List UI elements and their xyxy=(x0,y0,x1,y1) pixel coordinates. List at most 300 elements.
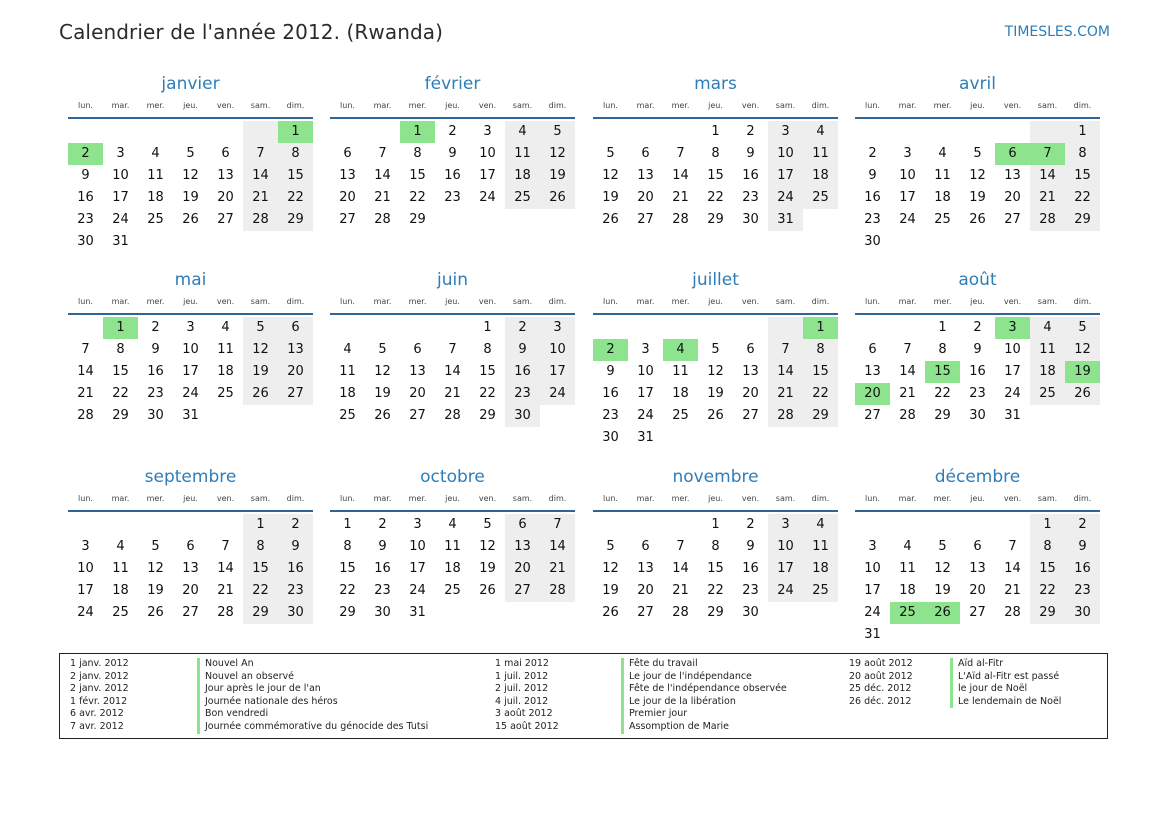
day-cell[interactable]: 16 xyxy=(742,561,759,576)
day-cell[interactable]: 24 xyxy=(899,212,916,227)
day-cell[interactable]: 7 xyxy=(1008,539,1017,554)
day-cell[interactable]: 22 xyxy=(707,190,724,205)
day-cell[interactable]: 23 xyxy=(742,583,759,598)
day-cell[interactable]: 13 xyxy=(182,561,199,576)
day-cell[interactable]: 29 xyxy=(243,602,278,624)
day-cell[interactable]: 21 xyxy=(899,386,916,401)
day-cell[interactable]: 12 xyxy=(602,168,619,183)
day-cell[interactable]: 6 xyxy=(221,146,230,161)
day-cell[interactable]: 11 xyxy=(505,143,540,165)
day-cell[interactable]: 19 xyxy=(934,583,951,598)
day-cell[interactable]: 15 xyxy=(707,561,724,576)
day-cell[interactable]: 14 xyxy=(672,168,689,183)
day-cell[interactable]: 13 xyxy=(742,364,759,379)
day-cell[interactable]: 31 xyxy=(182,408,199,423)
day-cell[interactable]: 29 xyxy=(479,408,496,423)
holiday-day-cell[interactable]: 1 xyxy=(278,121,313,143)
day-cell[interactable]: 18 xyxy=(217,364,234,379)
day-cell[interactable]: 7 xyxy=(676,146,685,161)
day-cell[interactable]: 15 xyxy=(1065,165,1100,187)
day-cell[interactable]: 14 xyxy=(768,361,803,383)
day-cell[interactable]: 14 xyxy=(1004,561,1021,576)
day-cell[interactable]: 29 xyxy=(1065,209,1100,231)
day-cell[interactable]: 12 xyxy=(479,539,496,554)
day-cell[interactable]: 18 xyxy=(803,165,838,187)
day-cell[interactable]: 15 xyxy=(112,364,129,379)
day-cell[interactable]: 30 xyxy=(77,234,94,249)
day-cell[interactable]: 24 xyxy=(768,580,803,602)
day-cell[interactable]: 7 xyxy=(768,339,803,361)
day-cell[interactable]: 30 xyxy=(742,605,759,620)
day-cell[interactable]: 28 xyxy=(672,212,689,227)
day-cell[interactable]: 9 xyxy=(606,364,615,379)
holiday-day-cell[interactable]: 20 xyxy=(855,383,890,405)
day-cell[interactable]: 18 xyxy=(505,165,540,187)
day-cell[interactable]: 23 xyxy=(602,408,619,423)
day-cell[interactable]: 8 xyxy=(243,536,278,558)
holiday-day-cell[interactable]: 26 xyxy=(925,602,960,624)
day-cell[interactable]: 8 xyxy=(1030,536,1065,558)
day-cell[interactable]: 28 xyxy=(540,580,575,602)
day-cell[interactable]: 23 xyxy=(1065,580,1100,602)
day-cell[interactable]: 18 xyxy=(339,386,356,401)
day-cell[interactable]: 25 xyxy=(803,580,838,602)
day-cell[interactable]: 21 xyxy=(672,190,689,205)
day-cell[interactable]: 5 xyxy=(378,342,387,357)
day-cell[interactable]: 7 xyxy=(243,143,278,165)
day-cell[interactable]: 6 xyxy=(641,539,650,554)
day-cell[interactable]: 12 xyxy=(374,364,391,379)
day-cell[interactable]: 20 xyxy=(182,583,199,598)
day-cell[interactable]: 17 xyxy=(899,190,916,205)
day-cell[interactable]: 22 xyxy=(934,386,951,401)
day-cell[interactable]: 22 xyxy=(479,386,496,401)
day-cell[interactable]: 18 xyxy=(147,190,164,205)
day-cell[interactable]: 9 xyxy=(278,536,313,558)
day-cell[interactable]: 12 xyxy=(182,168,199,183)
day-cell[interactable]: 11 xyxy=(112,561,129,576)
day-cell[interactable]: 15 xyxy=(1030,558,1065,580)
day-cell[interactable]: 16 xyxy=(969,364,986,379)
day-cell[interactable]: 31 xyxy=(409,605,426,620)
day-cell[interactable]: 27 xyxy=(742,408,759,423)
day-cell[interactable]: 20 xyxy=(217,190,234,205)
day-cell[interactable]: 6 xyxy=(641,146,650,161)
day-cell[interactable]: 26 xyxy=(540,187,575,209)
day-cell[interactable]: 10 xyxy=(768,143,803,165)
holiday-day-cell[interactable]: 1 xyxy=(103,317,138,339)
day-cell[interactable]: 1 xyxy=(243,514,278,536)
day-cell[interactable]: 17 xyxy=(77,583,94,598)
day-cell[interactable]: 12 xyxy=(1065,339,1100,361)
holiday-day-cell[interactable]: 4 xyxy=(663,339,698,361)
holiday-day-cell[interactable]: 19 xyxy=(1065,361,1100,383)
day-cell[interactable]: 15 xyxy=(409,168,426,183)
day-cell[interactable]: 2 xyxy=(746,124,755,139)
day-cell[interactable]: 24 xyxy=(540,383,575,405)
day-cell[interactable]: 10 xyxy=(899,168,916,183)
day-cell[interactable]: 20 xyxy=(409,386,426,401)
day-cell[interactable]: 20 xyxy=(969,583,986,598)
day-cell[interactable]: 15 xyxy=(479,364,496,379)
day-cell[interactable]: 29 xyxy=(707,212,724,227)
day-cell[interactable]: 17 xyxy=(409,561,426,576)
day-cell[interactable]: 11 xyxy=(444,539,461,554)
day-cell[interactable]: 31 xyxy=(864,627,881,642)
day-cell[interactable]: 10 xyxy=(1004,342,1021,357)
day-cell[interactable]: 5 xyxy=(540,121,575,143)
day-cell[interactable]: 20 xyxy=(742,386,759,401)
day-cell[interactable]: 13 xyxy=(864,364,881,379)
day-cell[interactable]: 18 xyxy=(1030,361,1065,383)
day-cell[interactable]: 4 xyxy=(343,342,352,357)
day-cell[interactable]: 12 xyxy=(969,168,986,183)
day-cell[interactable]: 10 xyxy=(637,364,654,379)
day-cell[interactable]: 21 xyxy=(1004,583,1021,598)
day-cell[interactable]: 24 xyxy=(864,605,881,620)
day-cell[interactable]: 29 xyxy=(1030,602,1065,624)
day-cell[interactable]: 26 xyxy=(1065,383,1100,405)
day-cell[interactable]: 6 xyxy=(868,342,877,357)
day-cell[interactable]: 7 xyxy=(448,342,457,357)
day-cell[interactable]: 26 xyxy=(479,583,496,598)
day-cell[interactable]: 17 xyxy=(540,361,575,383)
day-cell[interactable]: 6 xyxy=(505,514,540,536)
day-cell[interactable]: 18 xyxy=(803,558,838,580)
day-cell[interactable]: 18 xyxy=(112,583,129,598)
day-cell[interactable]: 7 xyxy=(903,342,912,357)
day-cell[interactable]: 28 xyxy=(77,408,94,423)
day-cell[interactable]: 28 xyxy=(243,209,278,231)
day-cell[interactable]: 29 xyxy=(803,405,838,427)
day-cell[interactable]: 20 xyxy=(1004,190,1021,205)
day-cell[interactable]: 27 xyxy=(409,408,426,423)
day-cell[interactable]: 4 xyxy=(151,146,160,161)
day-cell[interactable]: 28 xyxy=(444,408,461,423)
day-cell[interactable]: 7 xyxy=(378,146,387,161)
day-cell[interactable]: 21 xyxy=(768,383,803,405)
day-cell[interactable]: 9 xyxy=(505,339,540,361)
day-cell[interactable]: 12 xyxy=(602,561,619,576)
day-cell[interactable]: 3 xyxy=(116,146,125,161)
day-cell[interactable]: 29 xyxy=(112,408,129,423)
day-cell[interactable]: 9 xyxy=(448,146,457,161)
day-cell[interactable]: 8 xyxy=(711,539,720,554)
day-cell[interactable]: 8 xyxy=(803,339,838,361)
day-cell[interactable]: 14 xyxy=(899,364,916,379)
holiday-day-cell[interactable]: 3 xyxy=(995,317,1030,339)
day-cell[interactable]: 1 xyxy=(1030,514,1065,536)
day-cell[interactable]: 17 xyxy=(637,386,654,401)
day-cell[interactable]: 25 xyxy=(934,212,951,227)
day-cell[interactable]: 10 xyxy=(479,146,496,161)
day-cell[interactable]: 10 xyxy=(864,561,881,576)
day-cell[interactable]: 17 xyxy=(768,558,803,580)
holiday-day-cell[interactable]: 25 xyxy=(890,602,925,624)
day-cell[interactable]: 18 xyxy=(672,386,689,401)
day-cell[interactable]: 2 xyxy=(746,517,755,532)
day-cell[interactable]: 19 xyxy=(602,190,619,205)
day-cell[interactable]: 28 xyxy=(1004,605,1021,620)
day-cell[interactable]: 31 xyxy=(1004,408,1021,423)
day-cell[interactable]: 30 xyxy=(505,405,540,427)
day-cell[interactable]: 22 xyxy=(409,190,426,205)
day-cell[interactable]: 21 xyxy=(672,583,689,598)
day-cell[interactable]: 27 xyxy=(217,212,234,227)
day-cell[interactable]: 13 xyxy=(637,168,654,183)
day-cell[interactable]: 27 xyxy=(637,212,654,227)
day-cell[interactable]: 3 xyxy=(768,121,803,143)
day-cell[interactable]: 7 xyxy=(540,514,575,536)
day-cell[interactable]: 17 xyxy=(112,190,129,205)
day-cell[interactable]: 24 xyxy=(479,190,496,205)
day-cell[interactable]: 16 xyxy=(505,361,540,383)
day-cell[interactable]: 9 xyxy=(746,539,755,554)
day-cell[interactable]: 4 xyxy=(448,517,457,532)
day-cell[interactable]: 8 xyxy=(116,342,125,357)
day-cell[interactable]: 19 xyxy=(147,583,164,598)
day-cell[interactable]: 20 xyxy=(637,583,654,598)
day-cell[interactable]: 2 xyxy=(505,317,540,339)
day-cell[interactable]: 15 xyxy=(707,168,724,183)
day-cell[interactable]: 10 xyxy=(182,342,199,357)
day-cell[interactable]: 8 xyxy=(483,342,492,357)
day-cell[interactable]: 22 xyxy=(1065,187,1100,209)
day-cell[interactable]: 28 xyxy=(1030,209,1065,231)
day-cell[interactable]: 5 xyxy=(711,342,720,357)
day-cell[interactable]: 25 xyxy=(672,408,689,423)
day-cell[interactable]: 2 xyxy=(151,320,160,335)
day-cell[interactable]: 10 xyxy=(768,536,803,558)
day-cell[interactable]: 24 xyxy=(112,212,129,227)
day-cell[interactable]: 6 xyxy=(186,539,195,554)
day-cell[interactable]: 6 xyxy=(343,146,352,161)
day-cell[interactable]: 27 xyxy=(864,408,881,423)
day-cell[interactable]: 9 xyxy=(151,342,160,357)
day-cell[interactable]: 2 xyxy=(378,517,387,532)
day-cell[interactable]: 13 xyxy=(969,561,986,576)
day-cell[interactable]: 23 xyxy=(505,383,540,405)
day-cell[interactable]: 24 xyxy=(637,408,654,423)
day-cell[interactable]: 1 xyxy=(938,320,947,335)
day-cell[interactable]: 17 xyxy=(768,165,803,187)
day-cell[interactable]: 13 xyxy=(278,339,313,361)
day-cell[interactable]: 12 xyxy=(540,143,575,165)
day-cell[interactable]: 28 xyxy=(672,605,689,620)
day-cell[interactable]: 16 xyxy=(374,561,391,576)
day-cell[interactable]: 14 xyxy=(77,364,94,379)
day-cell[interactable]: 21 xyxy=(217,583,234,598)
day-cell[interactable]: 10 xyxy=(540,339,575,361)
day-cell[interactable]: 25 xyxy=(339,408,356,423)
day-cell[interactable]: 3 xyxy=(641,342,650,357)
day-cell[interactable]: 16 xyxy=(1065,558,1100,580)
day-cell[interactable]: 26 xyxy=(602,212,619,227)
day-cell[interactable]: 25 xyxy=(217,386,234,401)
day-cell[interactable]: 13 xyxy=(637,561,654,576)
day-cell[interactable]: 14 xyxy=(243,165,278,187)
day-cell[interactable]: 19 xyxy=(243,361,278,383)
day-cell[interactable]: 18 xyxy=(934,190,951,205)
holiday-day-cell[interactable]: 2 xyxy=(68,143,103,165)
day-cell[interactable]: 14 xyxy=(374,168,391,183)
day-cell[interactable]: 19 xyxy=(479,561,496,576)
day-cell[interactable]: 11 xyxy=(1030,339,1065,361)
day-cell[interactable]: 5 xyxy=(606,146,615,161)
day-cell[interactable]: 25 xyxy=(147,212,164,227)
day-cell[interactable]: 20 xyxy=(339,190,356,205)
day-cell[interactable]: 13 xyxy=(217,168,234,183)
day-cell[interactable]: 16 xyxy=(278,558,313,580)
day-cell[interactable]: 6 xyxy=(973,539,982,554)
day-cell[interactable]: 9 xyxy=(973,342,982,357)
day-cell[interactable]: 23 xyxy=(969,386,986,401)
day-cell[interactable]: 13 xyxy=(409,364,426,379)
day-cell[interactable]: 15 xyxy=(339,561,356,576)
day-cell[interactable]: 16 xyxy=(77,190,94,205)
day-cell[interactable]: 23 xyxy=(147,386,164,401)
day-cell[interactable]: 16 xyxy=(444,168,461,183)
day-cell[interactable]: 29 xyxy=(409,212,426,227)
day-cell[interactable]: 2 xyxy=(973,320,982,335)
day-cell[interactable]: 24 xyxy=(182,386,199,401)
day-cell[interactable]: 22 xyxy=(803,383,838,405)
day-cell[interactable]: 12 xyxy=(147,561,164,576)
day-cell[interactable]: 12 xyxy=(243,339,278,361)
day-cell[interactable]: 19 xyxy=(602,583,619,598)
day-cell[interactable]: 29 xyxy=(707,605,724,620)
day-cell[interactable]: 29 xyxy=(339,605,356,620)
day-cell[interactable]: 4 xyxy=(505,121,540,143)
day-cell[interactable]: 23 xyxy=(77,212,94,227)
day-cell[interactable]: 3 xyxy=(540,317,575,339)
day-cell[interactable]: 7 xyxy=(221,539,230,554)
day-cell[interactable]: 5 xyxy=(151,539,160,554)
day-cell[interactable]: 8 xyxy=(278,143,313,165)
day-cell[interactable]: 11 xyxy=(339,364,356,379)
day-cell[interactable]: 13 xyxy=(1004,168,1021,183)
day-cell[interactable]: 2 xyxy=(278,514,313,536)
day-cell[interactable]: 28 xyxy=(899,408,916,423)
day-cell[interactable]: 3 xyxy=(903,146,912,161)
day-cell[interactable]: 14 xyxy=(217,561,234,576)
day-cell[interactable]: 5 xyxy=(186,146,195,161)
day-cell[interactable]: 1 xyxy=(343,517,352,532)
day-cell[interactable]: 4 xyxy=(903,539,912,554)
day-cell[interactable]: 18 xyxy=(899,583,916,598)
day-cell[interactable]: 25 xyxy=(444,583,461,598)
day-cell[interactable]: 11 xyxy=(803,536,838,558)
day-cell[interactable]: 19 xyxy=(374,386,391,401)
day-cell[interactable]: 27 xyxy=(637,605,654,620)
day-cell[interactable]: 16 xyxy=(602,386,619,401)
day-cell[interactable]: 30 xyxy=(374,605,391,620)
day-cell[interactable]: 26 xyxy=(182,212,199,227)
day-cell[interactable]: 4 xyxy=(803,514,838,536)
day-cell[interactable]: 26 xyxy=(147,605,164,620)
day-cell[interactable]: 13 xyxy=(339,168,356,183)
site-link[interactable]: TIMESLES.COM xyxy=(1004,24,1110,40)
holiday-day-cell[interactable]: 7 xyxy=(1030,143,1065,165)
day-cell[interactable]: 13 xyxy=(505,536,540,558)
day-cell[interactable]: 10 xyxy=(409,539,426,554)
day-cell[interactable]: 2 xyxy=(1065,514,1100,536)
day-cell[interactable]: 28 xyxy=(768,405,803,427)
day-cell[interactable]: 17 xyxy=(864,583,881,598)
day-cell[interactable]: 4 xyxy=(1030,317,1065,339)
day-cell[interactable]: 26 xyxy=(374,408,391,423)
day-cell[interactable]: 10 xyxy=(112,168,129,183)
day-cell[interactable]: 8 xyxy=(413,146,422,161)
day-cell[interactable]: 27 xyxy=(339,212,356,227)
day-cell[interactable]: 22 xyxy=(707,583,724,598)
day-cell[interactable]: 22 xyxy=(243,580,278,602)
day-cell[interactable]: 15 xyxy=(243,558,278,580)
day-cell[interactable]: 5 xyxy=(243,317,278,339)
day-cell[interactable]: 24 xyxy=(1004,386,1021,401)
day-cell[interactable]: 3 xyxy=(186,320,195,335)
day-cell[interactable]: 16 xyxy=(147,364,164,379)
day-cell[interactable]: 8 xyxy=(711,146,720,161)
day-cell[interactable]: 9 xyxy=(868,168,877,183)
day-cell[interactable]: 11 xyxy=(672,364,689,379)
day-cell[interactable]: 27 xyxy=(969,605,986,620)
day-cell[interactable]: 3 xyxy=(868,539,877,554)
day-cell[interactable]: 2 xyxy=(448,124,457,139)
day-cell[interactable]: 11 xyxy=(899,561,916,576)
day-cell[interactable]: 19 xyxy=(540,165,575,187)
day-cell[interactable]: 23 xyxy=(374,583,391,598)
day-cell[interactable]: 9 xyxy=(81,168,90,183)
day-cell[interactable]: 25 xyxy=(112,605,129,620)
day-cell[interactable]: 4 xyxy=(221,320,230,335)
day-cell[interactable]: 8 xyxy=(1065,143,1100,165)
day-cell[interactable]: 5 xyxy=(483,517,492,532)
day-cell[interactable]: 24 xyxy=(768,187,803,209)
day-cell[interactable]: 14 xyxy=(672,561,689,576)
day-cell[interactable]: 11 xyxy=(934,168,951,183)
day-cell[interactable]: 3 xyxy=(413,517,422,532)
day-cell[interactable]: 16 xyxy=(742,168,759,183)
day-cell[interactable]: 23 xyxy=(444,190,461,205)
day-cell[interactable]: 21 xyxy=(77,386,94,401)
day-cell[interactable]: 8 xyxy=(938,342,947,357)
day-cell[interactable]: 30 xyxy=(1065,602,1100,624)
day-cell[interactable]: 25 xyxy=(803,187,838,209)
day-cell[interactable]: 20 xyxy=(505,558,540,580)
day-cell[interactable]: 19 xyxy=(182,190,199,205)
day-cell[interactable]: 1 xyxy=(483,320,492,335)
day-cell[interactable]: 7 xyxy=(676,539,685,554)
day-cell[interactable]: 18 xyxy=(444,561,461,576)
day-cell[interactable]: 31 xyxy=(637,430,654,445)
day-cell[interactable]: 21 xyxy=(540,558,575,580)
day-cell[interactable]: 9 xyxy=(1065,536,1100,558)
day-cell[interactable]: 30 xyxy=(278,602,313,624)
day-cell[interactable]: 14 xyxy=(1030,165,1065,187)
day-cell[interactable]: 30 xyxy=(969,408,986,423)
day-cell[interactable]: 19 xyxy=(969,190,986,205)
holiday-day-cell[interactable]: 15 xyxy=(925,361,960,383)
day-cell[interactable]: 31 xyxy=(112,234,129,249)
day-cell[interactable]: 5 xyxy=(973,146,982,161)
day-cell[interactable]: 24 xyxy=(409,583,426,598)
day-cell[interactable]: 28 xyxy=(217,605,234,620)
day-cell[interactable]: 30 xyxy=(742,212,759,227)
day-cell[interactable]: 4 xyxy=(803,121,838,143)
day-cell[interactable]: 29 xyxy=(278,209,313,231)
day-cell[interactable]: 27 xyxy=(182,605,199,620)
